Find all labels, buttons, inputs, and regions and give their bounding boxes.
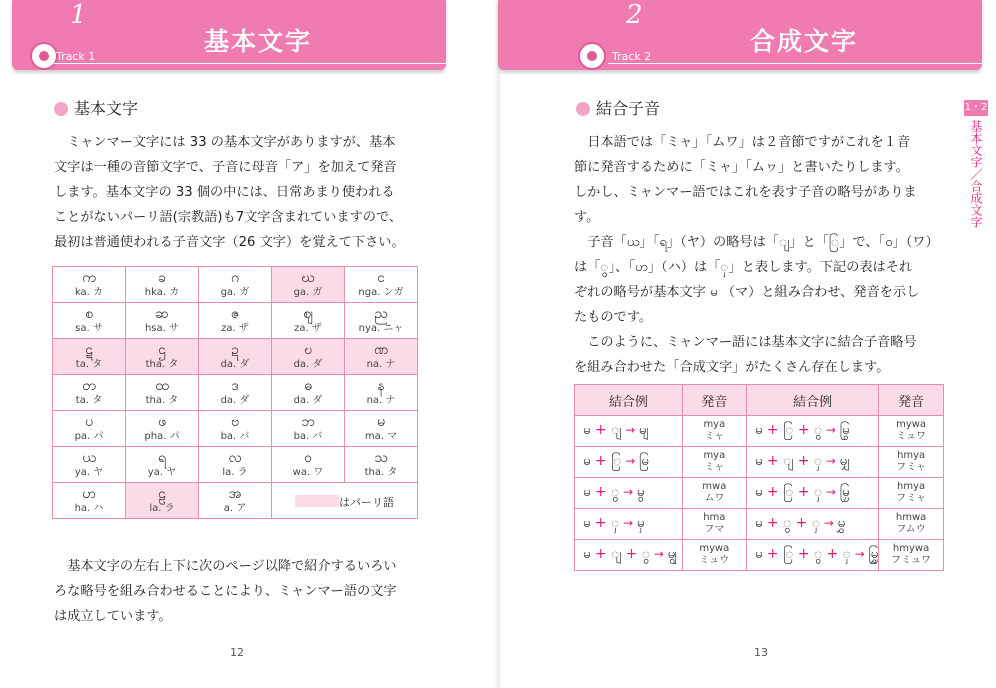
romanization: tha. タ [145, 394, 179, 406]
arrow-icon: → [649, 546, 668, 561]
letter-cell [272, 411, 345, 447]
glyph-part: မ [755, 484, 763, 500]
combination-example [575, 509, 683, 540]
combination-example [575, 416, 683, 447]
letter-row [53, 267, 418, 303]
romanization: tha. タ [145, 358, 179, 370]
letter-cell [53, 375, 126, 411]
katakana: フミュワ [891, 555, 931, 566]
letter-cell [126, 411, 199, 447]
body-paragraph [574, 130, 946, 380]
outro-paragraph [54, 554, 420, 629]
katakana: ミャ [704, 431, 725, 442]
letter-cell [53, 303, 126, 339]
combination-example [747, 478, 879, 509]
glyph-part: ွ [814, 422, 823, 438]
pronunciation [682, 447, 746, 478]
letter-cell [272, 375, 345, 411]
romanization: ta. タ [75, 358, 103, 370]
letter-row [53, 411, 418, 447]
glyph-part: ွ [814, 546, 823, 562]
plus-sign: + [762, 545, 784, 562]
letter-cell [272, 447, 345, 483]
katakana: フムウ [896, 524, 926, 535]
lesson-title: 合成文字 [750, 27, 859, 56]
romanization: ba. バ [220, 430, 250, 442]
burmese-glyph: ပ [85, 413, 93, 430]
letter-cell [126, 447, 199, 483]
letter-cell [272, 339, 345, 375]
arrow-icon: → [822, 422, 840, 437]
glyph-part: ြ [783, 422, 794, 438]
burmese-glyph: ထ [155, 377, 169, 394]
romanization: za. ザ [221, 322, 249, 334]
romanization: hmywa [892, 543, 930, 554]
glyph-part: ြ [611, 453, 622, 469]
text-line: は「ွ」、「ဟ」（ハ）は「ှ」と表します。下記の表はそれ [574, 260, 913, 275]
pali-legend-swatch [295, 495, 339, 507]
romanization: nya. ニャ [358, 322, 404, 334]
glyph-part: ှ [814, 484, 823, 500]
romanization: hka. カ [144, 286, 180, 298]
letter-cell [126, 267, 199, 303]
letter-cell [199, 483, 272, 519]
glyph-part: မ [755, 546, 763, 562]
katakana: ミュワ [896, 431, 926, 442]
arrow-icon: → [822, 484, 840, 499]
glyph-result: မှ [636, 515, 645, 531]
romanization: ha. ハ [74, 502, 104, 514]
letter-cell [199, 303, 272, 339]
glyph-part: ှ [611, 515, 620, 531]
combination-example [575, 478, 683, 509]
letter-cell [272, 267, 345, 303]
romanization: ga. ガ [220, 286, 250, 298]
track-rule [608, 63, 982, 64]
lesson-number: 2 [626, 0, 643, 30]
katakana: ミュウ [699, 555, 730, 566]
page-number: 12 [230, 646, 244, 659]
letter-row [53, 339, 418, 375]
plus-sign: + [762, 483, 784, 500]
burmese-glyph: ဇ [230, 305, 240, 322]
romanization: pha. パ [144, 430, 180, 442]
plus-sign: + [590, 483, 612, 500]
romanization: da. ダ [220, 358, 250, 370]
romanization: da. ダ [293, 358, 323, 370]
plus-sign: + [793, 545, 815, 562]
arrow-icon: → [850, 546, 869, 561]
burmese-glyph: ခ [158, 269, 166, 286]
combination-example [747, 416, 879, 447]
bullet-dot-icon [576, 102, 590, 116]
pronunciation [682, 478, 746, 509]
romanization: hsa. サ [144, 322, 180, 334]
romanization: mya [703, 419, 726, 430]
katakana: フミャ [896, 462, 926, 473]
romanization: na. ナ [366, 358, 396, 370]
romanization: ta. タ [75, 394, 103, 406]
plus-sign: + [621, 545, 642, 562]
section-title: 基本文字 [54, 96, 138, 119]
glyph-part: ြ [783, 546, 794, 562]
romanization: mywa [699, 543, 730, 554]
arrow-icon: → [821, 453, 840, 468]
glyph-result: မြှ [839, 484, 850, 500]
burmese-glyph: ဓ [304, 377, 312, 394]
text-line: 文字は一種の音節文字で、子音に母音「ア」を加えて発音 [54, 160, 397, 175]
text-line: 最初は普通使われる子音文字（26 文字）を覚えて下さい。 [54, 235, 405, 250]
pronunciation [879, 509, 944, 540]
romanization: da. ダ [220, 394, 250, 406]
romanization: hma [703, 512, 726, 523]
romanization: hmya [897, 450, 926, 461]
burmese-glyph: ဏ [373, 341, 389, 358]
plus-sign: + [762, 421, 784, 438]
chapter-badge: 1・2 [964, 100, 988, 116]
burmese-glyph: ဈ [303, 305, 313, 322]
arrow-icon: → [619, 484, 637, 499]
glyph-result: မျ [638, 422, 649, 438]
burmese-glyph: ဎ [304, 341, 312, 358]
romanization: hmwa [895, 512, 927, 523]
track-label: Track 1 [56, 50, 96, 63]
letter-cell [272, 303, 345, 339]
letter-cell [53, 447, 126, 483]
lesson-banner [12, 0, 446, 70]
glyph-result: မျှ [839, 453, 850, 469]
legend-cell [272, 483, 418, 519]
glyph-part: ှ [813, 453, 822, 469]
text-line: ミャンマー文字には 33 の基本文字がありますが、基本 [67, 135, 396, 150]
letter-row [53, 447, 418, 483]
pronunciation [682, 509, 746, 540]
glyph-part: ွ [611, 484, 620, 500]
plus-sign: + [793, 452, 814, 469]
plus-sign: + [793, 421, 815, 438]
burmese-glyph: ဌ [158, 341, 166, 358]
romanization: ba. バ [293, 430, 323, 442]
burmese-glyph: ဃ [301, 269, 315, 286]
letter-cell [126, 375, 199, 411]
plus-sign: + [793, 483, 815, 500]
lesson-title: 基本文字 [204, 27, 313, 56]
burmese-glyph: န [377, 377, 385, 394]
right-page [498, 0, 996, 688]
romanization: ya. ヤ [74, 466, 104, 478]
glyph-part: မ [755, 515, 763, 531]
combo-row [575, 509, 944, 540]
pronunciation [879, 478, 944, 509]
letter-cell [126, 303, 199, 339]
glyph-result: မွှ [837, 515, 846, 531]
glyph-part: မ [583, 546, 591, 562]
glyph-part: ှ [811, 515, 820, 531]
letter-cell [199, 375, 272, 411]
glyph-result: မြွှ [868, 546, 879, 562]
combo-header-row [575, 385, 944, 416]
combination-example [747, 509, 879, 540]
text-line: ろな略号を組み合わせることにより、ミャンマー語の文字 [54, 584, 397, 599]
combo-header: 発音 [879, 385, 944, 416]
glyph-part: ြ [783, 484, 794, 500]
glyph-part: ွ [641, 546, 650, 562]
plus-sign: + [590, 421, 612, 438]
burmese-glyph: သ [374, 449, 388, 466]
text-line: たものです。 [574, 310, 653, 325]
bullet-dot-icon [54, 102, 68, 116]
letter-cell [345, 303, 418, 339]
combination-table [574, 384, 944, 571]
burmese-glyph: င [377, 269, 385, 286]
plus-sign: + [762, 514, 784, 531]
glyph-part: ှ [842, 546, 851, 562]
burmese-glyph: ဖ [158, 413, 166, 430]
glyph-result: မြွ [839, 422, 850, 438]
romanization: sa. サ [75, 322, 103, 334]
letter-cell [199, 411, 272, 447]
plus-sign: + [590, 545, 612, 562]
burmese-glyph: ဘ [301, 413, 315, 430]
pali-legend-text: はパーリ語 [339, 496, 394, 509]
romanization: la. ラ [222, 466, 248, 478]
burmese-glyph: ဆ [155, 305, 169, 322]
track-label: Track 2 [612, 50, 652, 63]
romanization: a. ア [223, 502, 247, 514]
pronunciation [879, 416, 944, 447]
track-rule [54, 63, 446, 64]
plus-sign: + [762, 452, 784, 469]
romanization: ma. マ [364, 430, 398, 442]
burmese-glyph: ယ [82, 449, 96, 466]
text-line: 日本語では「ミャ」「ムワ」は２音節ですがこれを１音 [587, 135, 911, 150]
glyph-part: ျ [611, 546, 622, 562]
combo-row [575, 478, 944, 509]
katakana: フミャ [896, 493, 926, 504]
letter-cell [199, 267, 272, 303]
glyph-part: မ [583, 422, 591, 438]
romanization: na. ナ [366, 394, 396, 406]
burmese-glyph: က [82, 269, 96, 286]
glyph-part: မ [583, 484, 591, 500]
letter-cell [345, 267, 418, 303]
letter-cell [345, 375, 418, 411]
combo-header: 発音 [682, 385, 746, 416]
arrow-icon: → [621, 422, 639, 437]
combination-example [747, 447, 879, 478]
romanization: nga. ンガ [358, 286, 404, 298]
burmese-glyph: စ [85, 305, 93, 322]
burmese-glyph: ဝ [304, 449, 312, 466]
combination-example [575, 447, 683, 478]
combo-row [575, 540, 944, 571]
romanization: hmya [897, 481, 926, 492]
glyph-result: မြ [639, 453, 649, 469]
burmese-glyph: လ [228, 449, 242, 466]
romanization: mya [703, 450, 726, 461]
section-title: 結合子音 [576, 96, 660, 119]
katakana: フマ [704, 524, 725, 535]
romanization: mwa [702, 481, 727, 492]
letter-cell [53, 267, 126, 303]
letter-cell [53, 339, 126, 375]
combo-header: 結合例 [575, 385, 683, 416]
combo-header: 結合例 [747, 385, 879, 416]
plus-sign: + [590, 452, 612, 469]
arrow-icon: → [819, 515, 838, 530]
text-line: このように、ミャンマー語には基本文字に結合子音略号 [587, 335, 917, 350]
lesson-banner [498, 0, 982, 70]
arrow-icon: → [621, 453, 640, 468]
glyph-result: မျွ [667, 546, 678, 562]
letter-cell [53, 483, 126, 519]
chapter-side-label [964, 100, 988, 228]
letter-table [52, 266, 418, 519]
burmese-glyph: ဠ [158, 485, 166, 502]
pronunciation [879, 447, 944, 478]
burmese-glyph: မ [377, 413, 385, 430]
glyph-part: မ [755, 453, 763, 469]
burmese-glyph: တ [82, 377, 96, 394]
pronunciation [879, 540, 944, 571]
romanization: wa. ワ [292, 466, 324, 478]
glyph-part: မ [583, 515, 591, 531]
burmese-glyph: ဗ [231, 413, 239, 430]
letter-cell [345, 339, 418, 375]
text-line: 子音「ယ」「ရ」（ヤ）の略号は「ျ」と「ြ」で、「ဝ」（ワ） [587, 235, 939, 250]
letter-cell [345, 411, 418, 447]
text-line: は成立しています。 [54, 609, 172, 624]
plus-sign: + [822, 545, 843, 562]
text-line: します。基本文字の 33 個の中には、日常あまり使われる [54, 185, 395, 200]
glyph-result: မွ [636, 484, 645, 500]
text-line: を組み合わせた「合成文字」がたくさん存在します。 [574, 360, 890, 375]
letter-row [53, 303, 418, 339]
glyph-part: ျ [611, 422, 622, 438]
glyph-part: မ [755, 422, 763, 438]
glyph-part: ျ [783, 453, 794, 469]
katakana: ムワ [704, 493, 725, 504]
letter-row [53, 483, 418, 519]
intro-paragraph [54, 130, 420, 255]
burmese-glyph: ည [374, 305, 388, 322]
glyph-part: ွ [783, 515, 792, 531]
combo-row [575, 416, 944, 447]
page-number: 13 [754, 646, 768, 659]
romanization: tha. タ [364, 466, 398, 478]
romanization: ga. ガ [293, 286, 323, 298]
text-line: ぞれの略号が基本文字 မ （マ）と組み合わせ、発音を示し [574, 285, 920, 300]
text-line: す。 [574, 210, 600, 225]
text-line: ことがないパーリ語(宗教語)も7文字含まれていますので、 [54, 210, 403, 225]
burmese-glyph: ဋ [85, 341, 93, 358]
romanization: mywa [896, 419, 927, 430]
text-line: 節に発音するために「ミャ」「ムヮ」と書いたりします。 [574, 160, 909, 175]
cd-icon[interactable] [30, 42, 58, 70]
romanization: ya. ヤ [147, 466, 177, 478]
letter-cell [126, 339, 199, 375]
burmese-glyph: ဍ [231, 341, 239, 358]
pronunciation [682, 416, 746, 447]
letter-row [53, 375, 418, 411]
combination-example [747, 540, 879, 571]
combination-example [575, 540, 683, 571]
text-line: 基本文字の左右上下に次のページ以降で紹介するいろい [67, 559, 397, 574]
pronunciation [682, 540, 746, 571]
plus-sign: + [791, 514, 812, 531]
burmese-glyph: ဒ [231, 377, 239, 394]
combo-row [575, 447, 944, 478]
romanization: za. ザ [294, 322, 322, 334]
burmese-glyph: ဂ [231, 269, 239, 286]
katakana: ミャ [704, 462, 725, 473]
glyph-part: မ [583, 453, 591, 469]
burmese-glyph: ရ [157, 449, 167, 466]
plus-sign: + [590, 514, 612, 531]
lesson-number: 1 [70, 0, 87, 30]
romanization: la. ラ [149, 502, 175, 514]
burmese-glyph: ဟ [82, 485, 96, 502]
letter-cell [126, 483, 199, 519]
letter-cell [199, 339, 272, 375]
text-line: しかし、ミャンマー語ではこれを表す子音の略号がありま [574, 185, 917, 200]
arrow-icon: → [619, 515, 637, 530]
letter-cell [53, 411, 126, 447]
letter-cell [345, 447, 418, 483]
burmese-glyph: အ [228, 485, 242, 502]
chapter-side-text: 基本文字／合成文字 [969, 120, 983, 228]
cd-icon[interactable] [578, 42, 606, 70]
romanization: pa. パ [74, 430, 104, 442]
letter-cell [199, 447, 272, 483]
romanization: da. ダ [293, 394, 323, 406]
romanization: ka. カ [74, 286, 104, 298]
